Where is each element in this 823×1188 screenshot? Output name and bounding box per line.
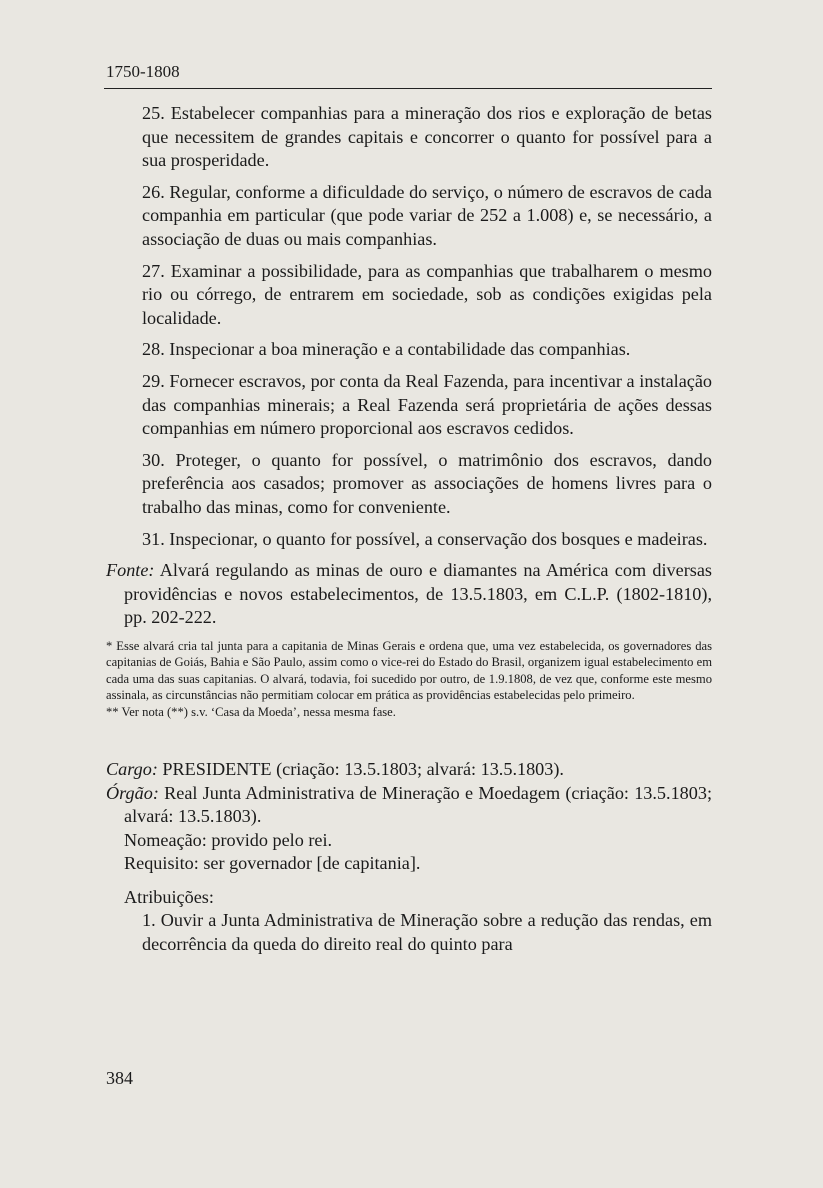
list-item: [142, 449, 712, 520]
header-rule: [104, 88, 712, 89]
orgao-line: [106, 782, 712, 829]
item-number: 29.: [142, 370, 165, 391]
page-number: 384: [106, 1068, 133, 1088]
item-text: Regular, conforme a dificuldade do serviço, o número de escravos de cada companhia em particular (que pode variar de 252 a 1.008) e, se necessário, a associação de duas ou mais companhias.: [142, 181, 713, 249]
source-label: Fonte:: [106, 560, 155, 581]
item-text: Inspecionar a boa mineração e a contabilidade das companhias.: [169, 339, 631, 360]
atribuicao-text: Ouvir a Junta Administrativa de Mineração sobre a redução das rendas, em decorrência da queda do direito real do quinto para: [142, 910, 712, 955]
item-number: 27.: [142, 260, 165, 281]
item-text: Examinar a possibilidade, para as companhias que trabalharem o mesmo rio ou córrego, de entrarem em sociedade, sob as condições exigidas pela localidade.: [142, 260, 713, 328]
footnotes: [106, 638, 712, 720]
item-number: 26.: [142, 181, 165, 202]
running-head: 1750-1808: [106, 62, 180, 81]
list-item: [142, 102, 712, 173]
item-text: Proteger, o quanto for possível, o matrimônio dos escravos, dando preferência aos casados; promover as associações de homens livres para o trabalho das minas, como for conveniente.: [142, 449, 712, 517]
orgao-label: Órgão:: [106, 782, 159, 803]
atribuicao-item: [106, 909, 712, 956]
body-text: [106, 102, 712, 957]
source-citation: [106, 559, 712, 630]
list-item: [142, 370, 712, 441]
cargo-text: PRESIDENTE (criação: 13.5.1803; alvará: 13.5.1803).: [162, 758, 564, 779]
item-text: Inspecionar, o quanto for possível, a conservação dos bosques e madeiras.: [169, 528, 708, 549]
footnote: * Esse alvará cria tal junta para a capitania de Minas Gerais e ordena que, uma vez estabelecida, os governadores das capitanias de Goiás, Bahia e São Paulo, assim como o vice-rei do Estado do Brasil, organizem igual estabelecimento em cada uma das suas capitanias. O alvará, todavia, foi sucedido por outro, de 1.9.1808, de vez que, conforme este mesmo assinala, as circunstâncias não permitiam colocar em prática as providências estabelecidas pelo primeiro.: [106, 638, 712, 703]
cargo-line: [106, 758, 712, 782]
item-number: 30.: [142, 449, 165, 470]
cargo-label: Cargo:: [106, 758, 158, 779]
nomeacao-line: Nomeação: provido pelo rei.: [124, 829, 333, 850]
list-item: [142, 260, 712, 331]
orgao-text: Real Junta Administrativa de Mineração e Moedagem (criação: 13.5.1803; alvará: 13.5.1803).: [124, 782, 712, 827]
item-number: 31.: [142, 528, 165, 549]
requisito-line: Requisito: ser governador [de capitania].: [124, 853, 421, 874]
footnote: ** Ver nota (**) s.v. ‘Casa da Moeda’, nessa mesma fase.: [106, 704, 396, 719]
list-item: [142, 181, 712, 252]
source-text: Alvará regulando as minas de ouro e diamantes na América com diversas providências e novos estabelecimentos, de 13.5.1803, em C.L.P. (1802-1810), pp. 202-222.: [124, 560, 712, 628]
list-item: [142, 528, 712, 552]
item-number: 28.: [142, 339, 165, 360]
item-text: Estabelecer companhias para a mineração dos rios e exploração de betas que necessitem de grandes capitais e concorrer o quanto for possível para a sua prosperidade.: [142, 103, 713, 171]
atribuicao-number: 1.: [142, 910, 156, 931]
item-number: 25.: [142, 103, 165, 123]
atribuicoes-title: Atribuições:: [124, 886, 214, 907]
list-item: [142, 338, 712, 362]
item-text: Fornecer escravos, por conta da Real Fazenda, para incentivar a instalação das companhias minerais; a Real Fazenda será proprietária de ações dessas companhias em número proporcional aos escravos cedidos.: [142, 370, 713, 439]
cargo-entry: [106, 758, 712, 957]
